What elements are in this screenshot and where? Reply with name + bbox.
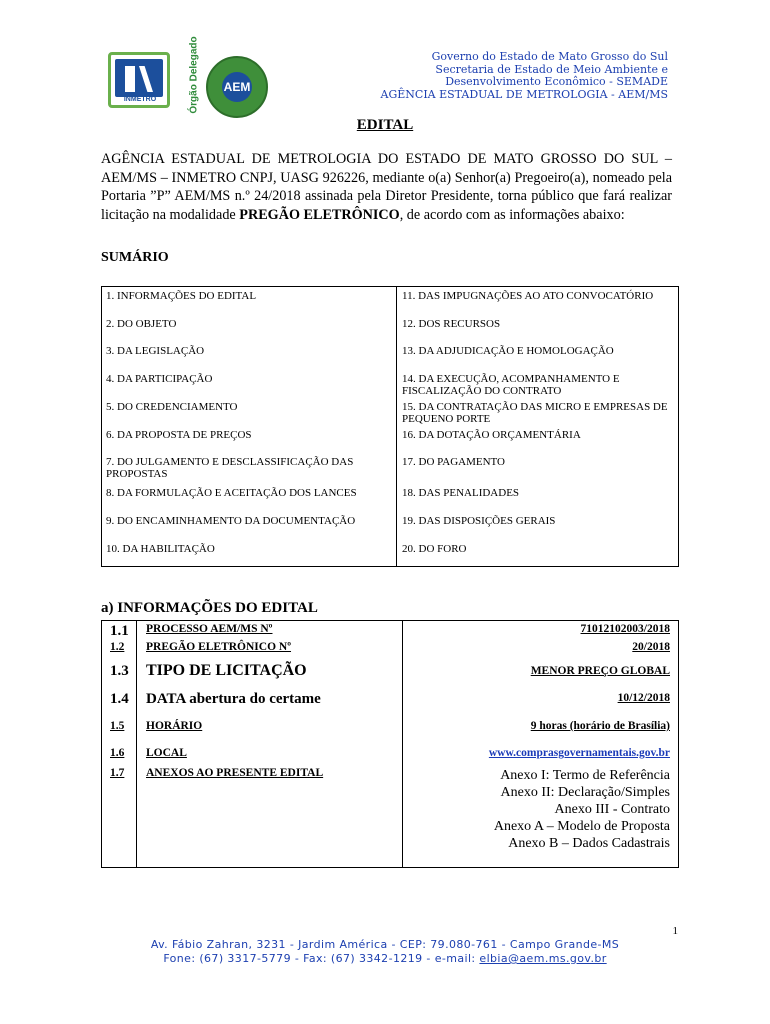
summary-item[interactable]: 3. DA LEGISLAÇÃO [106,345,205,357]
annex-item: Anexo I: Termo de Referência [500,768,670,783]
gov-line: AGÊNCIA ESTADUAL DE METROLOGIA - AEM/MS [380,87,668,101]
summary-heading: SUMÁRIO [101,250,169,265]
info-value: MENOR PREÇO GLOBAL [530,665,670,677]
gov-line: Desenvolvimento Econômico - SEMADE [445,75,668,88]
summary-item[interactable]: 17. DO PAGAMENTO [402,456,505,468]
footer-address: Av. Fábio Zahran, 3231 - Jardim América - CEP: 79.080-761 - Campo Grande-MS [150,938,620,951]
info-label: HORÁRIO [146,720,203,732]
summary-item[interactable]: 8. DA FORMULAÇÃO E ACEITAÇÃO DOS LANCES [106,487,357,499]
gov-line: Secretaria de Estado de Meio Ambiente e [435,62,668,76]
summary-item[interactable]: 11. DAS IMPUGNAÇÕES AO ATO CONVOCATÓRIO [402,290,654,302]
document-title: EDITAL [356,117,414,133]
info-number: 1.6 [110,747,125,759]
annex-item: Anexo A – Modelo de Proposta [493,819,670,834]
summary-item[interactable]: 19. DAS DISPOSIÇÕES GERAIS [402,515,556,527]
info-label: TIPO DE LICITAÇÃO [146,662,307,679]
footer-contact [0,952,770,966]
summary-item[interactable]: 5. DO CREDENCIAMENTO [106,401,238,413]
info-number: 1.3 [110,663,129,679]
info-value: 71012102003/2018 [580,623,670,635]
summary-item[interactable]: 10. DA HABILITAÇÃO [106,543,215,555]
info-number: 1.7 [110,767,125,779]
summary-item[interactable]: 14. DA EXECUÇÃO, ACOMPANHAMENTO E FISCALIZAÇÃO DO CONTRATO [402,373,620,397]
info-heading: a) INFORMAÇÕES DO EDITAL [101,600,318,616]
info-number: 1.1 [110,623,129,639]
summary-item[interactable]: 1. INFORMAÇÕES DO EDITAL [106,290,257,302]
summary-table [101,286,679,567]
summary-item[interactable]: 13. DA ADJUDICAÇÃO E HOMOLOGAÇÃO [402,345,614,357]
intro-paragraph [101,150,672,224]
info-number: 1.4 [110,691,129,707]
orgao-delegado-label: Órgão Delegado [188,36,200,114]
aem-logo [206,56,268,118]
info-label: PROCESSO AEM/MS Nº [146,623,273,635]
annex-item: Anexo B – Dados Cadastrais [508,836,670,851]
aem-logo-label: AEM [222,72,252,102]
local-link[interactable]: www.comprasgovernamentais.gov.br [488,747,670,759]
summary-item[interactable]: 12. DOS RECURSOS [402,318,501,330]
annex-list [494,767,670,852]
government-header [348,51,668,101]
info-label: LOCAL [146,747,187,759]
info-label: PREGÃO ELETRÔNICO Nº [146,641,292,653]
table-divider [402,621,403,867]
info-table [101,620,679,868]
summary-item[interactable]: 4. DA PARTICIPAÇÃO [106,373,213,385]
intro-text-end: , de acordo com as informações abaixo: [399,206,625,223]
footer-phones: Fone: (67) 3317-5779 - Fax: (67) 3342-1219 - e-mail: [163,952,480,965]
intro-modality: PREGÃO ELETRÔNICO [239,206,400,223]
page-number: 1 [672,925,678,937]
footer-email-link[interactable]: elbia@aem.ms.gov.br [479,952,607,965]
table-divider [396,287,397,566]
info-value: 9 horas (horário de Brasília) [530,720,670,732]
summary-item[interactable]: 7. DO JULGAMENTO E DESCLASSIFICAÇÃO DAS PROPOSTAS [106,456,354,480]
summary-item[interactable]: 15. DA CONTRATAÇÃO DAS MICRO E EMPRESAS DE PEQUENO PORTE [402,401,668,425]
info-number: 1.5 [110,720,125,732]
annex-item: Anexo II: Declaração/Simples [500,785,670,800]
intro-text: AGÊNCIA ESTADUAL DE METROLOGIA DO ESTADO DE MATO GROSSO DO SUL – AEM/MS – INMETRO CNPJ, UASG 926226, mediante o(a) Senhor(a) Pregoeiro(a), nomeado pela Portaria ”P” AEM/MS n.º 24/2018 assinada pela Diretor Presidente, torna público que fará realizar licitação na modalidade [101,151,672,223]
table-divider [136,621,137,867]
gov-line: Governo do Estado de Mato Grosso do Sul [431,50,668,63]
annex-item: Anexo III - Contrato [554,802,670,817]
info-value: 10/12/2018 [617,692,670,704]
inmetro-logo-label: INMETRO [123,96,157,103]
inmetro-logo [108,52,170,108]
summary-item[interactable]: 20. DO FORO [402,543,467,555]
summary-item[interactable]: 18. DAS PENALIDADES [402,487,520,499]
info-label: DATA abertura do certame [146,691,321,707]
info-value: 20/2018 [632,641,670,653]
info-label: ANEXOS AO PRESENTE EDITAL [146,767,324,779]
summary-item[interactable]: 9. DO ENCAMINHAMENTO DA DOCUMENTAÇÃO [106,515,356,527]
info-number: 1.2 [110,641,125,653]
inmetro-logo-mark [115,59,163,97]
summary-item[interactable]: 6. DA PROPOSTA DE PREÇOS [106,429,252,441]
summary-item[interactable]: 2. DO OBJETO [106,318,177,330]
summary-item[interactable]: 16. DA DOTAÇÃO ORÇAMENTÁRIA [402,429,581,441]
footer [0,938,770,966]
